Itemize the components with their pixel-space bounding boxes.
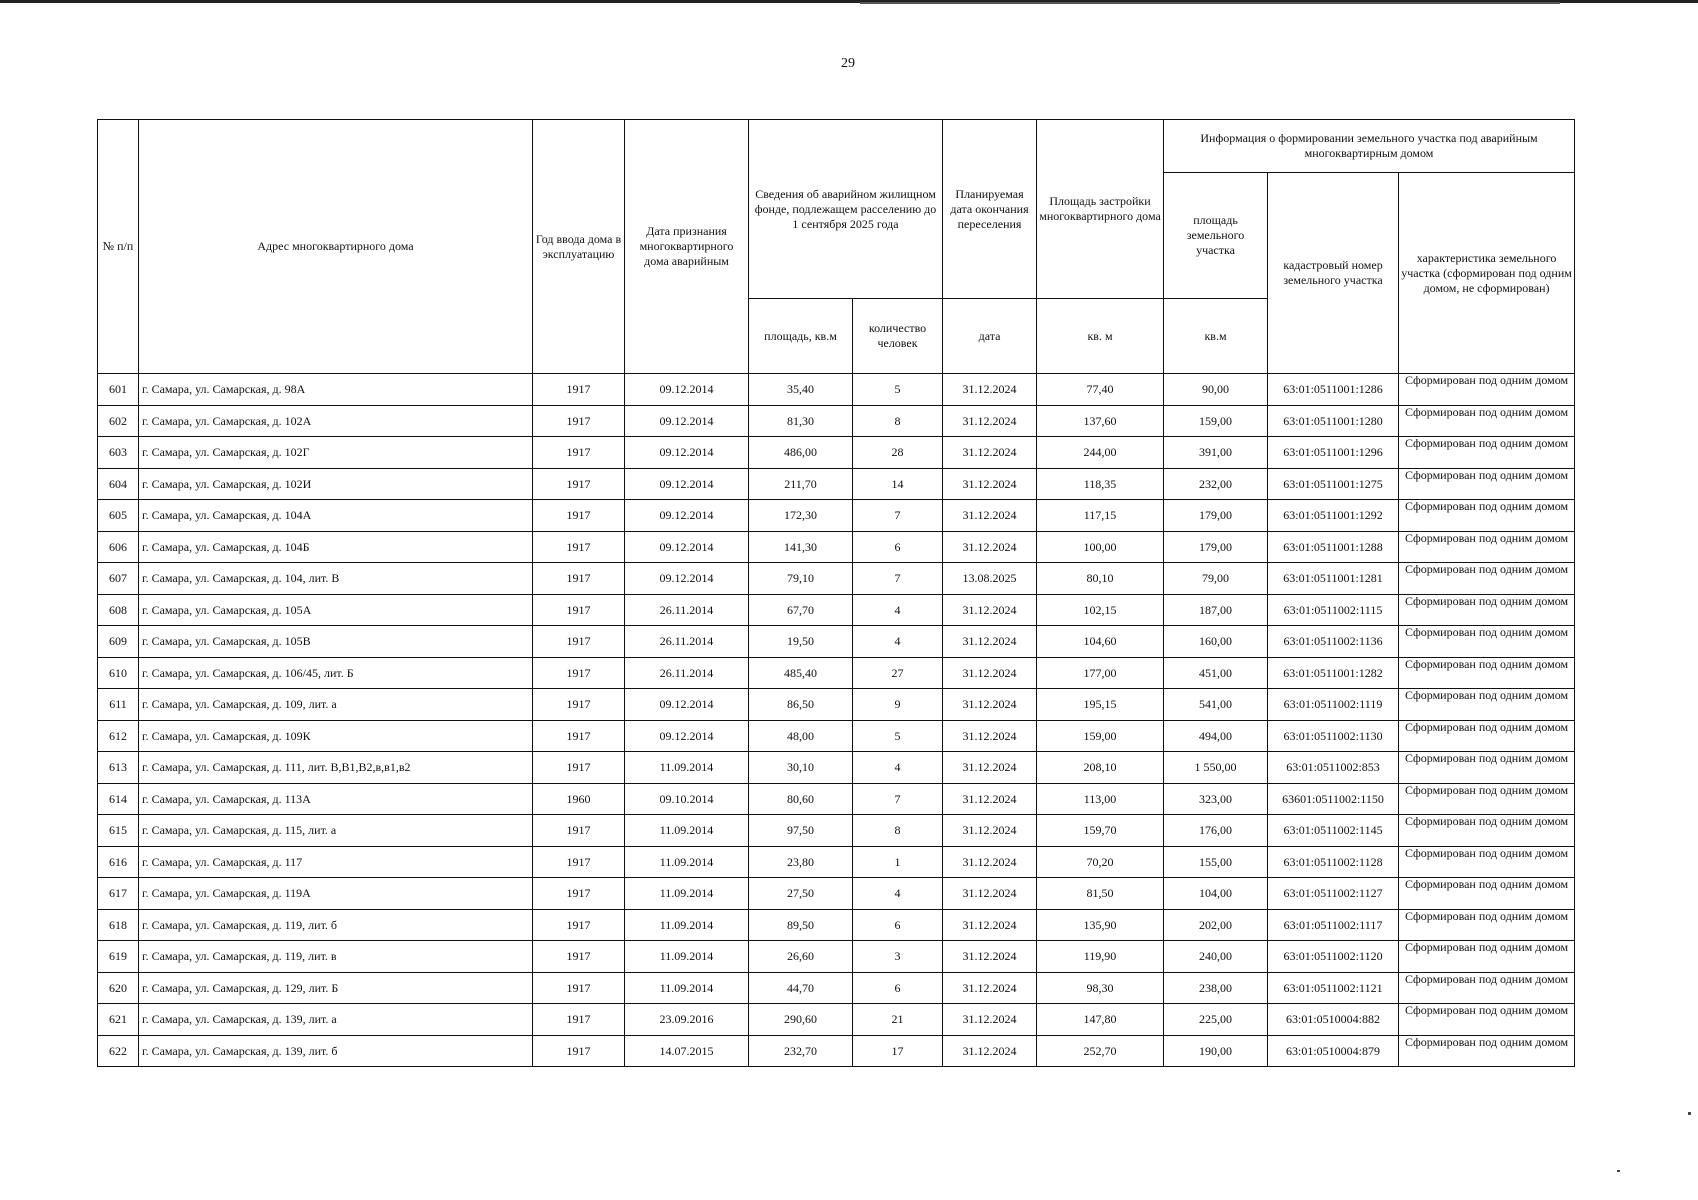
row-people: 7 <box>853 563 943 595</box>
table-row <box>98 783 1575 815</box>
header-address: Адрес многоквартирного дома <box>139 120 533 374</box>
row-number: 609 <box>98 626 139 658</box>
row-land-area: 202,00 <box>1164 909 1268 941</box>
row-land-status: Сформирован под одним домом <box>1399 846 1575 878</box>
row-cadastral: 63:01:0511001:1281 <box>1268 563 1399 595</box>
row-planned-date: 31.12.2024 <box>943 374 1037 406</box>
row-address: г. Самара, ул. Самарская, д. 119А <box>139 878 533 910</box>
table-row <box>98 878 1575 910</box>
row-year: 1917 <box>533 941 625 973</box>
row-people: 14 <box>853 468 943 500</box>
row-planned-date: 31.12.2024 <box>943 657 1037 689</box>
row-land-status: Сформирован под одним домом <box>1399 1035 1575 1067</box>
row-area: 35,40 <box>749 374 853 406</box>
row-land-status: Сформирован под одним домом <box>1399 500 1575 532</box>
row-date-recognized: 11.09.2014 <box>625 909 749 941</box>
table-row <box>98 1035 1575 1067</box>
row-cadastral: 63601:0511002:1150 <box>1268 783 1399 815</box>
row-address: г. Самара, ул. Самарская, д. 102А <box>139 405 533 437</box>
row-cadastral: 63:01:0511001:1296 <box>1268 437 1399 469</box>
table-row <box>98 594 1575 626</box>
row-planned-date: 31.12.2024 <box>943 689 1037 721</box>
row-land-area: 451,00 <box>1164 657 1268 689</box>
row-year: 1917 <box>533 405 625 437</box>
row-building-area: 117,15 <box>1037 500 1164 532</box>
subheader-sqm-land: кв.м <box>1164 299 1268 374</box>
row-date-recognized: 09.12.2014 <box>625 531 749 563</box>
header-land-char: характеристика земельного участка (сформирован под одним домом, не сформирован) <box>1399 173 1575 374</box>
row-area: 80,60 <box>749 783 853 815</box>
row-land-status: Сформирован под одним домом <box>1399 941 1575 973</box>
row-area: 30,10 <box>749 752 853 784</box>
row-land-area: 190,00 <box>1164 1035 1268 1067</box>
row-date-recognized: 09.12.2014 <box>625 689 749 721</box>
row-number: 608 <box>98 594 139 626</box>
row-building-area: 177,00 <box>1037 657 1164 689</box>
header-cadastral: кадастровый номер земельного участка <box>1268 173 1399 374</box>
header-date-recognized: Дата признания многоквартирного дома аварийным <box>625 120 749 374</box>
row-building-area: 98,30 <box>1037 972 1164 1004</box>
row-land-area: 238,00 <box>1164 972 1268 1004</box>
row-people: 5 <box>853 720 943 752</box>
row-number: 614 <box>98 783 139 815</box>
row-date-recognized: 09.12.2014 <box>625 405 749 437</box>
row-address: г. Самара, ул. Самарская, д. 105В <box>139 626 533 658</box>
row-date-recognized: 11.09.2014 <box>625 972 749 1004</box>
row-people: 28 <box>853 437 943 469</box>
row-date-recognized: 26.11.2014 <box>625 594 749 626</box>
row-address: г. Самара, ул. Самарская, д. 139, лит. б <box>139 1035 533 1067</box>
row-land-status: Сформирован под одним домом <box>1399 657 1575 689</box>
table-row <box>98 563 1575 595</box>
row-address: г. Самара, ул. Самарская, д. 102Г <box>139 437 533 469</box>
table-row <box>98 909 1575 941</box>
row-land-area: 90,00 <box>1164 374 1268 406</box>
row-area: 44,70 <box>749 972 853 1004</box>
row-people: 4 <box>853 878 943 910</box>
row-land-area: 155,00 <box>1164 846 1268 878</box>
row-land-area: 240,00 <box>1164 941 1268 973</box>
row-land-status: Сформирован под одним домом <box>1399 531 1575 563</box>
scan-speck <box>1688 1112 1691 1115</box>
row-building-area: 252,70 <box>1037 1035 1164 1067</box>
row-cadastral: 63:01:0511002:1119 <box>1268 689 1399 721</box>
header-num: № п/п <box>98 120 139 374</box>
row-building-area: 137,60 <box>1037 405 1164 437</box>
row-cadastral: 63:01:0511002:1117 <box>1268 909 1399 941</box>
row-people: 5 <box>853 374 943 406</box>
row-address: г. Самара, ул. Самарская, д. 104А <box>139 500 533 532</box>
row-planned-date: 31.12.2024 <box>943 846 1037 878</box>
table-row <box>98 500 1575 532</box>
row-year: 1917 <box>533 374 625 406</box>
row-people: 8 <box>853 815 943 847</box>
row-address: г. Самара, ул. Самарская, д. 104Б <box>139 531 533 563</box>
row-address: г. Самара, ул. Самарская, д. 139, лит. а <box>139 1004 533 1036</box>
row-planned-date: 31.12.2024 <box>943 972 1037 1004</box>
row-number: 617 <box>98 878 139 910</box>
row-building-area: 70,20 <box>1037 846 1164 878</box>
row-number: 601 <box>98 374 139 406</box>
row-year: 1917 <box>533 1035 625 1067</box>
row-planned-date: 31.12.2024 <box>943 500 1037 532</box>
row-building-area: 135,90 <box>1037 909 1164 941</box>
row-area: 486,00 <box>749 437 853 469</box>
row-number: 618 <box>98 909 139 941</box>
row-date-recognized: 11.09.2014 <box>625 752 749 784</box>
row-year: 1917 <box>533 878 625 910</box>
row-address: г. Самара, ул. Самарская, д. 119, лит. в <box>139 941 533 973</box>
row-planned-date: 31.12.2024 <box>943 468 1037 500</box>
row-planned-date: 31.12.2024 <box>943 720 1037 752</box>
row-building-area: 102,15 <box>1037 594 1164 626</box>
row-people: 4 <box>853 626 943 658</box>
row-address: г. Самара, ул. Самарская, д. 106/45, лит. Б <box>139 657 533 689</box>
subheader-people: количество человек <box>853 299 943 374</box>
row-date-recognized: 09.10.2014 <box>625 783 749 815</box>
table-row <box>98 468 1575 500</box>
row-cadastral: 63:01:0511001:1292 <box>1268 500 1399 532</box>
row-area: 211,70 <box>749 468 853 500</box>
row-cadastral: 63:01:0511002:1121 <box>1268 972 1399 1004</box>
row-land-area: 187,00 <box>1164 594 1268 626</box>
row-cadastral: 63:01:0511002:853 <box>1268 752 1399 784</box>
row-building-area: 100,00 <box>1037 531 1164 563</box>
row-date-recognized: 14.07.2015 <box>625 1035 749 1067</box>
row-number: 604 <box>98 468 139 500</box>
row-planned-date: 31.12.2024 <box>943 1035 1037 1067</box>
row-planned-date: 31.12.2024 <box>943 878 1037 910</box>
row-land-status: Сформирован под одним домом <box>1399 815 1575 847</box>
row-planned-date: 31.12.2024 <box>943 909 1037 941</box>
header-land-area: площадь земельного участка <box>1164 173 1268 299</box>
row-year: 1917 <box>533 815 625 847</box>
row-number: 620 <box>98 972 139 1004</box>
table-row <box>98 531 1575 563</box>
row-year: 1917 <box>533 720 625 752</box>
row-address: г. Самара, ул. Самарская, д. 105А <box>139 594 533 626</box>
table-row <box>98 437 1575 469</box>
row-date-recognized: 23.09.2016 <box>625 1004 749 1036</box>
row-number: 602 <box>98 405 139 437</box>
row-area: 86,50 <box>749 689 853 721</box>
table-row <box>98 626 1575 658</box>
row-year: 1917 <box>533 626 625 658</box>
table-row <box>98 405 1575 437</box>
row-year: 1917 <box>533 563 625 595</box>
row-date-recognized: 09.12.2014 <box>625 437 749 469</box>
row-land-area: 1 550,00 <box>1164 752 1268 784</box>
row-address: г. Самара, ул. Самарская, д. 117 <box>139 846 533 878</box>
row-number: 606 <box>98 531 139 563</box>
row-land-status: Сформирован под одним домом <box>1399 752 1575 784</box>
row-year: 1917 <box>533 500 625 532</box>
table-row <box>98 689 1575 721</box>
row-people: 8 <box>853 405 943 437</box>
row-cadastral: 63:01:0511001:1288 <box>1268 531 1399 563</box>
row-year: 1917 <box>533 972 625 1004</box>
row-people: 6 <box>853 909 943 941</box>
scan-top-edge-line <box>860 2 1560 4</box>
row-land-status: Сформирован под одним домом <box>1399 626 1575 658</box>
row-year: 1917 <box>533 909 625 941</box>
row-building-area: 118,35 <box>1037 468 1164 500</box>
row-date-recognized: 09.12.2014 <box>625 468 749 500</box>
row-area: 48,00 <box>749 720 853 752</box>
subheader-area: площадь, кв.м <box>749 299 853 374</box>
row-date-recognized: 11.09.2014 <box>625 815 749 847</box>
row-planned-date: 31.12.2024 <box>943 1004 1037 1036</box>
row-address: г. Самара, ул. Самарская, д. 111, лит. В,В1,В2,в,в1,в2 <box>139 752 533 784</box>
row-land-area: 179,00 <box>1164 531 1268 563</box>
row-date-recognized: 26.11.2014 <box>625 657 749 689</box>
row-land-status: Сформирован под одним домом <box>1399 594 1575 626</box>
header-planned-date: Планируемая дата окончания переселения <box>943 120 1037 299</box>
row-cadastral: 63:01:0511002:1145 <box>1268 815 1399 847</box>
row-area: 97,50 <box>749 815 853 847</box>
row-year: 1917 <box>533 1004 625 1036</box>
row-land-area: 232,00 <box>1164 468 1268 500</box>
row-number: 610 <box>98 657 139 689</box>
row-address: г. Самара, ул. Самарская, д. 102И <box>139 468 533 500</box>
page-number: 29 <box>841 56 855 71</box>
row-building-area: 80,10 <box>1037 563 1164 595</box>
row-address: г. Самара, ул. Самарская, д. 115, лит. а <box>139 815 533 847</box>
row-land-area: 159,00 <box>1164 405 1268 437</box>
row-date-recognized: 11.09.2014 <box>625 878 749 910</box>
row-building-area: 81,50 <box>1037 878 1164 910</box>
row-address: г. Самара, ул. Самарская, д. 109, лит. а <box>139 689 533 721</box>
table-row <box>98 657 1575 689</box>
table-row <box>98 846 1575 878</box>
row-people: 21 <box>853 1004 943 1036</box>
row-land-area: 541,00 <box>1164 689 1268 721</box>
row-land-area: 323,00 <box>1164 783 1268 815</box>
row-land-area: 494,00 <box>1164 720 1268 752</box>
row-cadastral: 63:01:0511002:1127 <box>1268 878 1399 910</box>
row-number: 607 <box>98 563 139 595</box>
row-address: г. Самара, ул. Самарская, д. 113А <box>139 783 533 815</box>
row-area: 290,60 <box>749 1004 853 1036</box>
row-planned-date: 31.12.2024 <box>943 594 1037 626</box>
row-date-recognized: 09.12.2014 <box>625 563 749 595</box>
row-number: 612 <box>98 720 139 752</box>
row-people: 4 <box>853 594 943 626</box>
row-land-status: Сформирован под одним домом <box>1399 783 1575 815</box>
row-people: 9 <box>853 689 943 721</box>
row-date-recognized: 11.09.2014 <box>625 941 749 973</box>
row-year: 1917 <box>533 752 625 784</box>
row-date-recognized: 09.12.2014 <box>625 720 749 752</box>
row-planned-date: 13.08.2025 <box>943 563 1037 595</box>
row-year: 1917 <box>533 846 625 878</box>
row-building-area: 77,40 <box>1037 374 1164 406</box>
row-building-area: 147,80 <box>1037 1004 1164 1036</box>
row-land-status: Сформирован под одним домом <box>1399 468 1575 500</box>
row-people: 7 <box>853 783 943 815</box>
subheader-date: дата <box>943 299 1037 374</box>
row-address: г. Самара, ул. Самарская, д. 109К <box>139 720 533 752</box>
row-year: 1917 <box>533 437 625 469</box>
row-people: 6 <box>853 972 943 1004</box>
row-land-area: 179,00 <box>1164 500 1268 532</box>
row-cadastral: 63:01:0511001:1275 <box>1268 468 1399 500</box>
row-land-status: Сформирован под одним домом <box>1399 1004 1575 1036</box>
row-people: 27 <box>853 657 943 689</box>
row-number: 619 <box>98 941 139 973</box>
row-planned-date: 31.12.2024 <box>943 941 1037 973</box>
row-number: 603 <box>98 437 139 469</box>
row-land-area: 160,00 <box>1164 626 1268 658</box>
row-people: 4 <box>853 752 943 784</box>
row-date-recognized: 26.11.2014 <box>625 626 749 658</box>
row-land-area: 391,00 <box>1164 437 1268 469</box>
row-planned-date: 31.12.2024 <box>943 815 1037 847</box>
row-cadastral: 63:01:0511002:1115 <box>1268 594 1399 626</box>
row-address: г. Самара, ул. Самарская, д. 119, лит. б <box>139 909 533 941</box>
row-cadastral: 63:01:0511002:1120 <box>1268 941 1399 973</box>
row-land-area: 104,00 <box>1164 878 1268 910</box>
row-building-area: 104,60 <box>1037 626 1164 658</box>
row-land-status: Сформирован под одним домом <box>1399 563 1575 595</box>
row-number: 611 <box>98 689 139 721</box>
row-area: 19,50 <box>749 626 853 658</box>
row-year: 1917 <box>533 594 625 626</box>
row-planned-date: 31.12.2024 <box>943 752 1037 784</box>
row-building-area: 195,15 <box>1037 689 1164 721</box>
scan-speck <box>1617 1170 1620 1172</box>
row-cadastral: 63:01:0510004:882 <box>1268 1004 1399 1036</box>
row-building-area: 159,00 <box>1037 720 1164 752</box>
row-cadastral: 63:01:0511001:1286 <box>1268 374 1399 406</box>
row-area: 26,60 <box>749 941 853 973</box>
row-area: 81,30 <box>749 405 853 437</box>
row-cadastral: 63:01:0511001:1282 <box>1268 657 1399 689</box>
row-building-area: 113,00 <box>1037 783 1164 815</box>
row-year: 1917 <box>533 531 625 563</box>
row-date-recognized: 09.12.2014 <box>625 374 749 406</box>
row-people: 17 <box>853 1035 943 1067</box>
emergency-housing-table <box>97 119 1575 1067</box>
row-planned-date: 31.12.2024 <box>943 626 1037 658</box>
row-date-recognized: 09.12.2014 <box>625 500 749 532</box>
row-cadastral: 63:01:0511002:1136 <box>1268 626 1399 658</box>
row-area: 89,50 <box>749 909 853 941</box>
table-row <box>98 815 1575 847</box>
row-area: 27,50 <box>749 878 853 910</box>
row-land-status: Сформирован под одним домом <box>1399 374 1575 406</box>
header-land-info: Информация о формировании земельного участка под аварийным многоквартирным домом <box>1164 120 1575 173</box>
table-row <box>98 720 1575 752</box>
row-address: г. Самара, ул. Самарская, д. 98А <box>139 374 533 406</box>
row-land-area: 176,00 <box>1164 815 1268 847</box>
row-number: 615 <box>98 815 139 847</box>
row-number: 621 <box>98 1004 139 1036</box>
row-area: 232,70 <box>749 1035 853 1067</box>
row-year: 1917 <box>533 468 625 500</box>
row-year: 1960 <box>533 783 625 815</box>
header-year: Год ввода дома в эксплуатацию <box>533 120 625 374</box>
row-land-area: 225,00 <box>1164 1004 1268 1036</box>
row-planned-date: 31.12.2024 <box>943 437 1037 469</box>
row-address: г. Самара, ул. Самарская, д. 104, лит. В <box>139 563 533 595</box>
row-date-recognized: 11.09.2014 <box>625 846 749 878</box>
row-area: 141,30 <box>749 531 853 563</box>
table-row <box>98 972 1575 1004</box>
row-land-status: Сформирован под одним домом <box>1399 720 1575 752</box>
row-number: 605 <box>98 500 139 532</box>
row-cadastral: 63:01:0511002:1130 <box>1268 720 1399 752</box>
row-planned-date: 31.12.2024 <box>943 783 1037 815</box>
row-land-status: Сформирован под одним домом <box>1399 878 1575 910</box>
table-row <box>98 1004 1575 1036</box>
table-row <box>98 752 1575 784</box>
row-area: 67,70 <box>749 594 853 626</box>
row-building-area: 119,90 <box>1037 941 1164 973</box>
row-number: 622 <box>98 1035 139 1067</box>
table-row <box>98 941 1575 973</box>
row-cadastral: 63:01:0510004:879 <box>1268 1035 1399 1067</box>
row-building-area: 208,10 <box>1037 752 1164 784</box>
subheader-sqm: кв. м <box>1037 299 1164 374</box>
row-cadastral: 63:01:0511001:1280 <box>1268 405 1399 437</box>
table-row <box>98 374 1575 406</box>
row-land-status: Сформирован под одним домом <box>1399 405 1575 437</box>
row-people: 6 <box>853 531 943 563</box>
row-year: 1917 <box>533 657 625 689</box>
row-cadastral: 63:01:0511002:1128 <box>1268 846 1399 878</box>
row-building-area: 159,70 <box>1037 815 1164 847</box>
row-land-status: Сформирован под одним домом <box>1399 972 1575 1004</box>
row-land-status: Сформирован под одним домом <box>1399 437 1575 469</box>
row-people: 1 <box>853 846 943 878</box>
header-fund-info: Сведения об аварийном жилищном фонде, подлежащем расселению до 1 сентября 2025 года <box>749 120 943 299</box>
row-land-status: Сформирован под одним домом <box>1399 909 1575 941</box>
row-land-status: Сформирован под одним домом <box>1399 689 1575 721</box>
row-number: 616 <box>98 846 139 878</box>
row-people: 3 <box>853 941 943 973</box>
row-people: 7 <box>853 500 943 532</box>
row-area: 23,80 <box>749 846 853 878</box>
row-address: г. Самара, ул. Самарская, д. 129, лит. Б <box>139 972 533 1004</box>
row-year: 1917 <box>533 689 625 721</box>
row-number: 613 <box>98 752 139 784</box>
row-area: 172,30 <box>749 500 853 532</box>
row-planned-date: 31.12.2024 <box>943 405 1037 437</box>
row-land-area: 79,00 <box>1164 563 1268 595</box>
header-building-area: Площадь застройки многоквартирного дома <box>1037 120 1164 299</box>
row-planned-date: 31.12.2024 <box>943 531 1037 563</box>
row-area: 79,10 <box>749 563 853 595</box>
row-area: 485,40 <box>749 657 853 689</box>
row-building-area: 244,00 <box>1037 437 1164 469</box>
